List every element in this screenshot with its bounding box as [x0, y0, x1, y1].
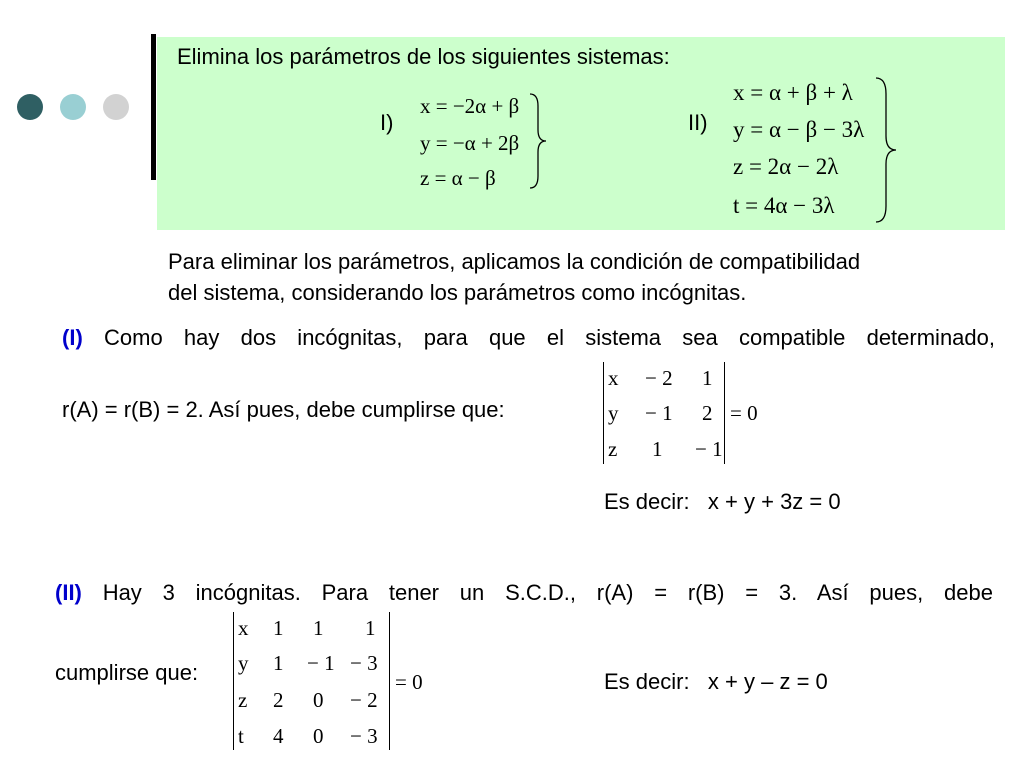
- det2-equals-zero: = 0: [395, 670, 423, 694]
- system1-eq2: y = −α + 2β: [420, 131, 520, 155]
- system2-eq1: x = α + β + λ: [733, 80, 853, 105]
- part1-line: [62, 325, 995, 351]
- system1-eq1: x = −2α + β: [420, 94, 520, 118]
- det2-r2c2: 1: [273, 651, 284, 675]
- system1-brace: [528, 92, 550, 190]
- det2-r2c4: − 3: [350, 651, 378, 675]
- det2-r1c2: 1: [273, 616, 284, 640]
- part1-text2: r(A) = r(B) = 2. Así pues, debe cumplirse que:: [62, 397, 505, 422]
- decor-dot-gray: [103, 94, 129, 120]
- system2-eq3: z = 2α − 2λ: [733, 154, 839, 179]
- det2-r3c4: − 2: [350, 688, 378, 712]
- title-accent-bar: [151, 34, 156, 180]
- det2-r4c2: 4: [273, 724, 284, 748]
- det1-r3c1: z: [608, 437, 618, 461]
- det2-r3c3: 0: [313, 688, 324, 712]
- det2-r4c3: 0: [313, 724, 324, 748]
- det2-r3c1: z: [238, 688, 248, 712]
- problem-title: Elimina los parámetros de los siguientes sistemas:: [177, 44, 670, 69]
- decor-dot-dark: [17, 94, 43, 120]
- part1-label: (I): [62, 325, 83, 350]
- part1-result: Es decir: x + y + 3z = 0: [604, 489, 841, 514]
- det2-r2c3: − 1: [307, 651, 335, 675]
- det2-r1c4: 1: [365, 616, 376, 640]
- det1-r3c2: 1: [652, 437, 663, 461]
- det1-r1c2: − 2: [645, 366, 673, 390]
- intro-line2: del sistema, considerando los parámetros como incógnitas.: [168, 280, 747, 305]
- system2-eq2: y = α − β − 3λ: [733, 117, 865, 142]
- det2-r4c1: t: [238, 724, 244, 748]
- det1-r3c3: − 1: [695, 437, 723, 461]
- system2-eq4: t = 4α − 3λ: [733, 193, 835, 218]
- system1-eq3: z = α − β: [420, 166, 496, 190]
- det2-r3c2: 2: [273, 688, 284, 712]
- det1-r2c1: y: [608, 401, 619, 425]
- system1-label: I): [380, 110, 394, 135]
- det1-r2c3: 2: [702, 401, 713, 425]
- part2-text2: cumplirse que:: [55, 660, 199, 685]
- system2-label: II): [688, 110, 708, 135]
- part1-text: Como hay dos incógnitas, para que el sistema sea compatible determinado,: [104, 325, 995, 350]
- system2-brace: [874, 76, 900, 224]
- part2-line: [55, 580, 993, 606]
- det1-r1c3: 1: [702, 366, 713, 390]
- det2-r1c1: x: [238, 616, 249, 640]
- det2-r2c1: y: [238, 651, 249, 675]
- intro-line1: Para eliminar los parámetros, aplicamos la condición de compatibilidad: [168, 249, 861, 274]
- part2-label: (II): [55, 580, 82, 605]
- det1-r1c1: x: [608, 366, 619, 390]
- part2-text: Hay 3 incógnitas. Para tener un S.C.D., r(A) = r(B) = 3. Así pues, debe: [102, 580, 993, 605]
- decor-dot-teal: [60, 94, 86, 120]
- det1-equals-zero: = 0: [730, 401, 758, 425]
- part2-result: Es decir: x + y – z = 0: [604, 669, 828, 694]
- det2-r4c4: − 3: [350, 724, 378, 748]
- det2-r1c3: 1: [313, 616, 324, 640]
- det1-r2c2: − 1: [645, 401, 673, 425]
